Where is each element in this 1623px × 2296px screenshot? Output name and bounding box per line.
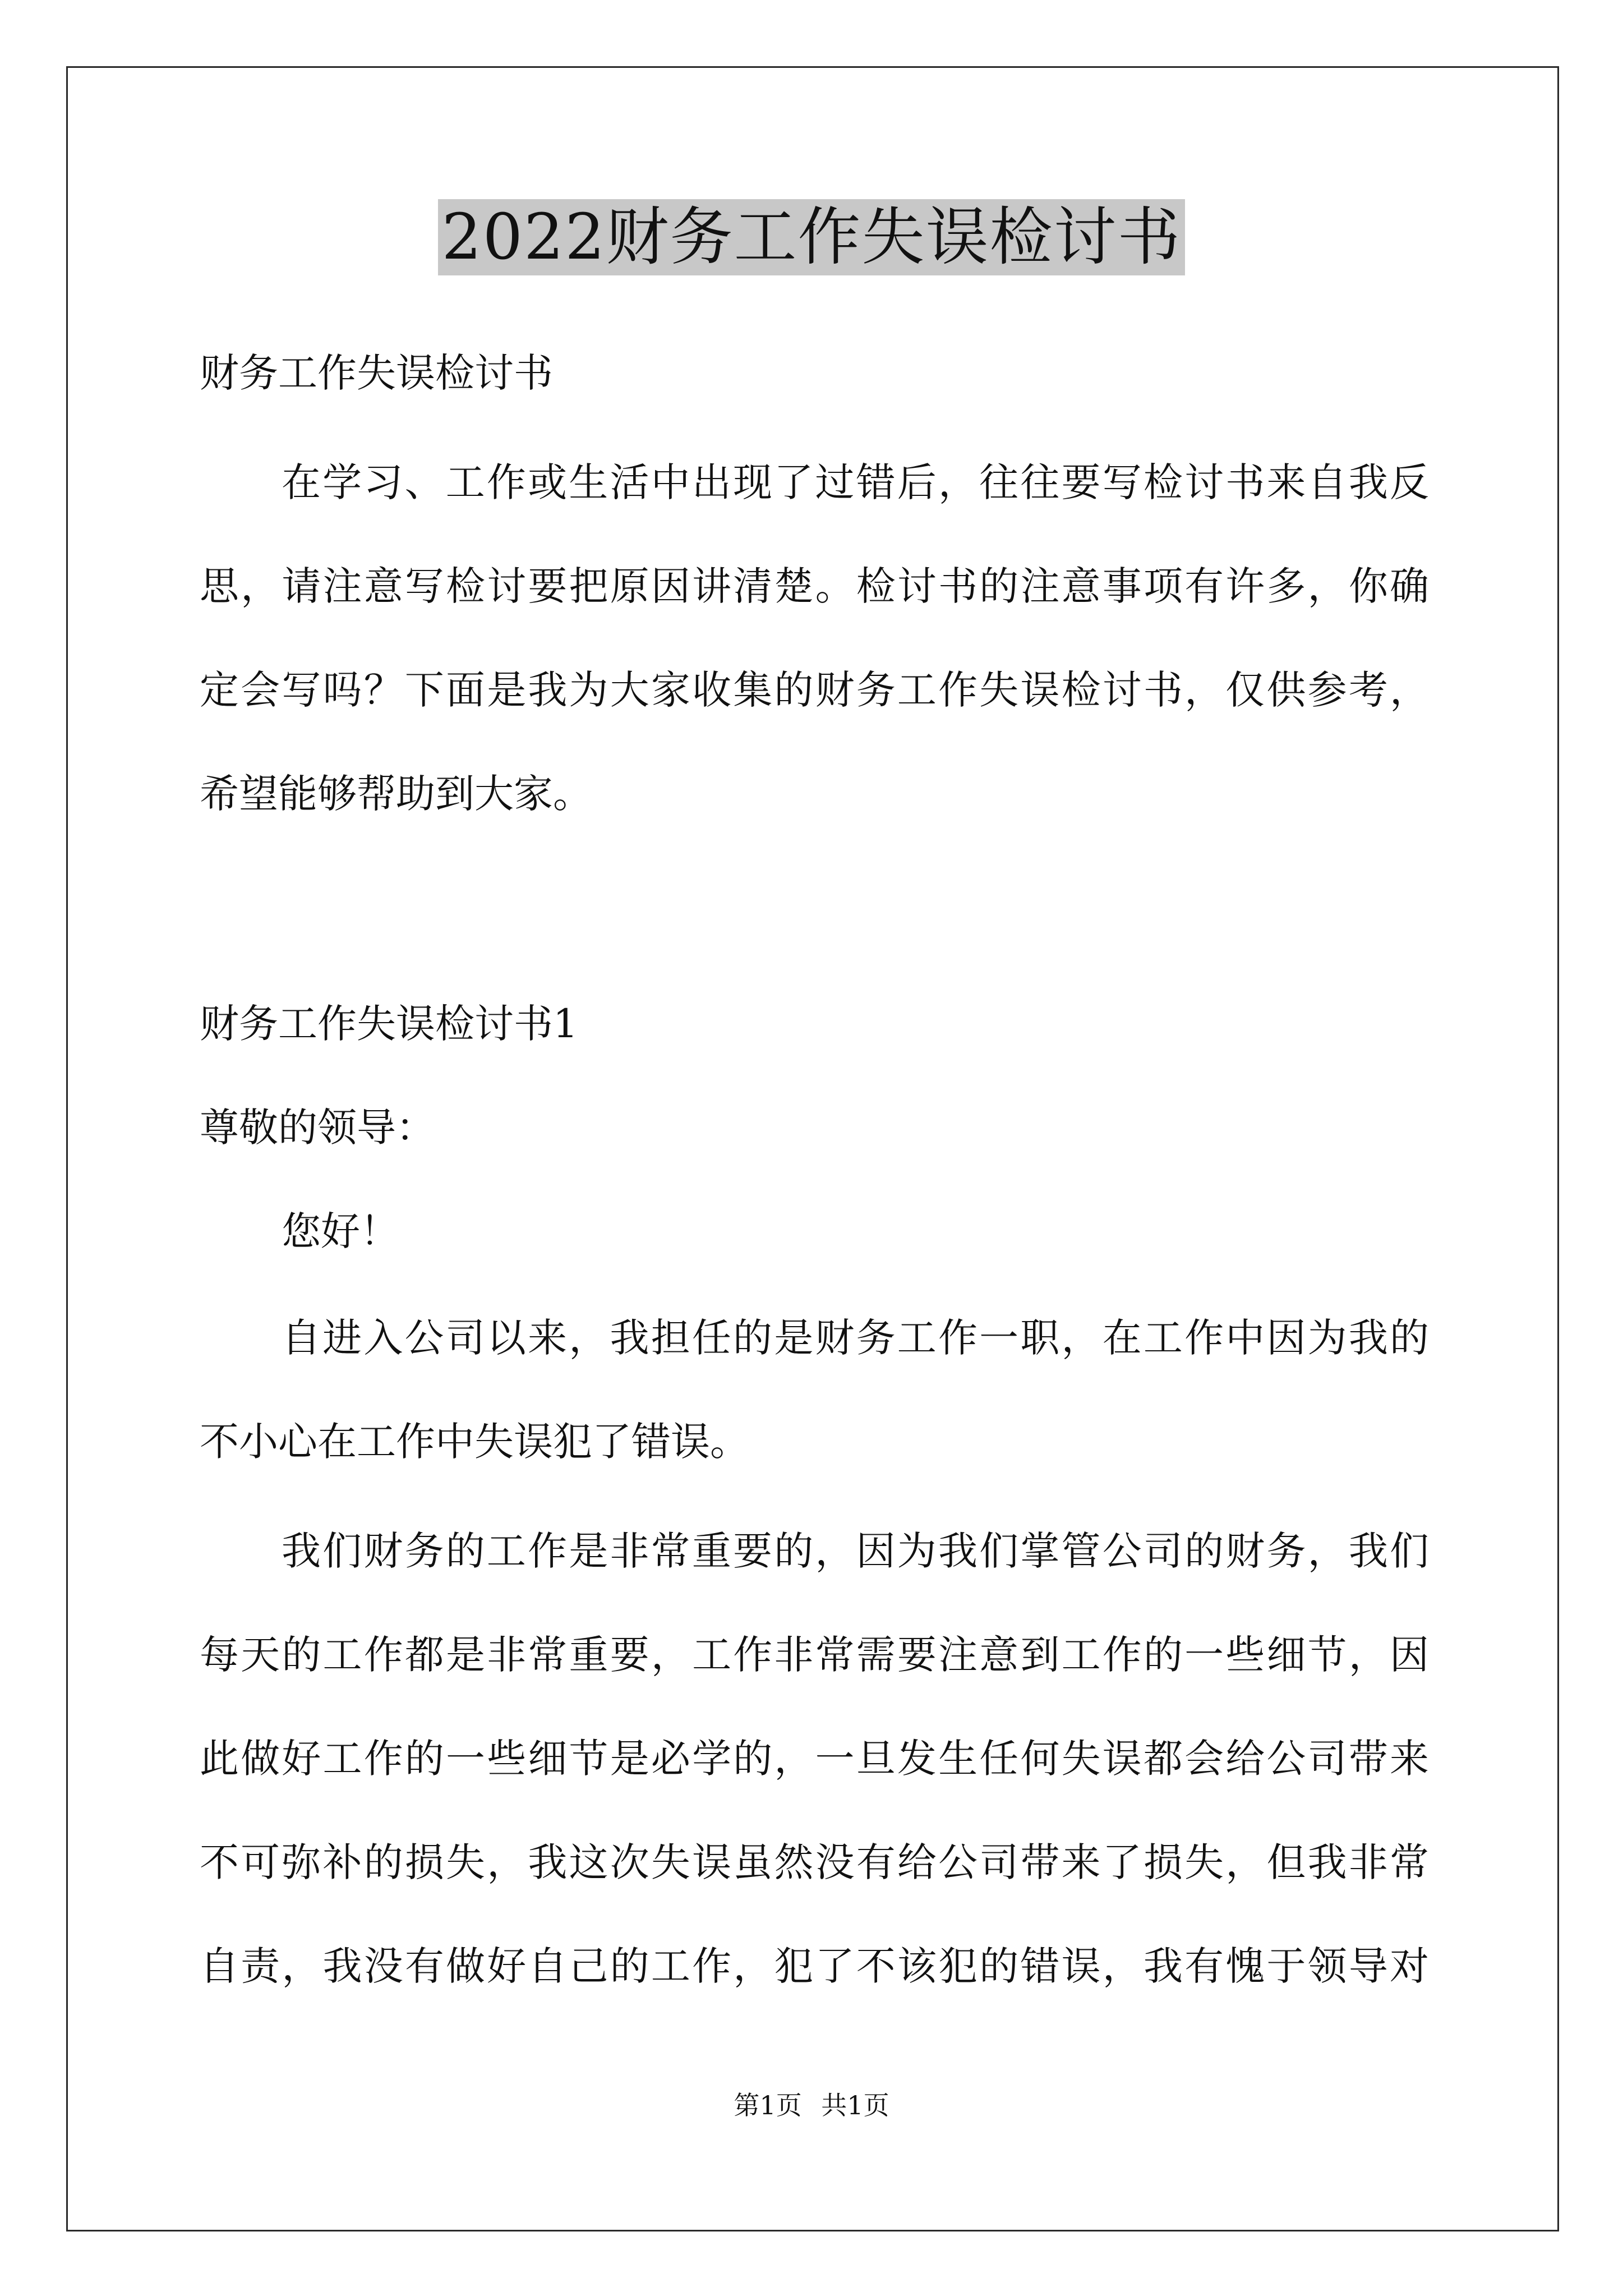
title-container: [0, 199, 1623, 275]
paragraph-line: 此做好工作的一些细节是必学的，一旦发生任何失误都会给公司带来: [200, 1736, 1429, 1782]
section-heading: 财务工作失误检讨书1: [200, 1001, 578, 1047]
intro-line: 定会写吗？下面是我为大家收集的财务工作失误检讨书，仅供参考，: [200, 667, 1429, 713]
paragraph-line: 自责，我没有做好自己的工作，犯了不该犯的错误，我有愧于领导对: [200, 1943, 1429, 1989]
paragraph-line: 不小心在工作中失误犯了错误。: [200, 1419, 749, 1465]
paragraph-line: 每天的工作都是非常重要，工作非常需要注意到工作的一些细节，因: [200, 1632, 1429, 1678]
salutation: 尊敬的领导：: [200, 1105, 435, 1151]
paragraph-line: 自进入公司以来，我担任的是财务工作一职，在工作中因为我的: [282, 1315, 1429, 1361]
intro-line: 思，请注意写检讨要把原因讲清楚。检讨书的注意事项有许多，你确: [200, 563, 1429, 609]
document-title: 2022财务工作失误检讨书: [438, 199, 1184, 275]
intro-line: 在学习、工作或生活中出现了过错后，往往要写检讨书来自我反: [282, 459, 1429, 505]
page-footer: 第1页 共1页: [734, 2090, 889, 2120]
greeting: 您好！: [282, 1208, 399, 1254]
paragraph-line: 我们财务的工作是非常重要的，因为我们掌管公司的财务，我们: [282, 1528, 1429, 1574]
paragraph-line: 不可弥补的损失，我这次失误虽然没有给公司带来了损失，但我非常: [200, 1839, 1429, 1885]
intro-line: 希望能够帮助到大家。: [200, 771, 592, 817]
document-subtitle: 财务工作失误检讨书: [200, 350, 553, 396]
